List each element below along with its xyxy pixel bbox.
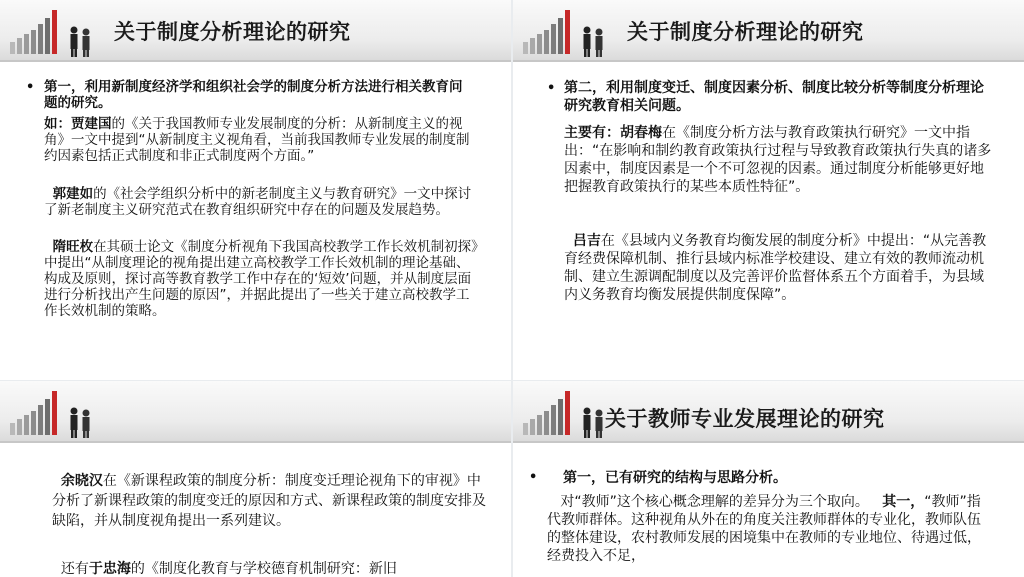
slide-header: [0, 381, 511, 443]
bullet-icon: •: [26, 80, 35, 95]
paragraph-2: [52, 559, 488, 577]
author-name: 郭建如: [52, 186, 94, 202]
bar-chart-businessmen-logo: [4, 4, 104, 60]
slide-title: 关于制度分析理论的研究: [627, 20, 864, 44]
slide-header: [513, 0, 1024, 62]
bullet-text: 第二，利用制度变迁、制度因素分析、制度比较分析等制度分析理论研究教育相关问题。: [564, 80, 984, 114]
bar-chart-businessmen-logo: [4, 385, 104, 441]
paragraph-text: 在其硕士论文《制度分析视角下我国高校教学工作长效机制初探》中提出“从制度理论的视角提出建立高校教学工作长效机制的理论基础、构成及原则，探讨高等教育教学工作中存在的‘短效’问题，并从制度层面进行分析找出产生问题的原因”，并据此提出了一些关于建立高校教学工作长效机制的策略。: [44, 239, 478, 319]
paragraph-text: “教师”指代教师群体。这种视角从外在的角度关注教师群体的专业化，教师队伍的整体建设，农村教师发展的困境集中在教师的专业地位、待遇过低，经费投入不足，: [547, 494, 981, 564]
paragraph-1: [44, 116, 474, 164]
lead-text: 主要有：: [564, 125, 620, 141]
paragraph-text: 的《社会学组织分析中的新老制度主义与教育研究》一文中探讨了新老制度主义研究范式在教育组织研究中存在的问题及发展趋势。: [44, 186, 472, 218]
author-name: 贾建国: [71, 116, 112, 132]
paragraph-3: [44, 239, 480, 319]
paragraph-2: [44, 186, 480, 218]
paragraph-text: 在《新课程政策的制度分析：制度变迁理论视角下的审视》中分析了新课程政策的制度变迁的原因和方式、新课程政策的制度安排及缺陷，并从制度视角提出一系列建议。: [52, 473, 486, 529]
paragraph-1: [564, 124, 996, 196]
paragraph-text: 的《关于我国教师专业发展制度的分析：从新制度主义的视角》一文中提到“从新制度主义视角看，当前我国教师专业发展的制度制约因素包括正式制度和非正式制度两个方面。”: [44, 116, 470, 164]
slide-header: [513, 381, 1024, 443]
paragraph-1: [547, 493, 993, 565]
paragraph-1: [52, 471, 488, 531]
slide-title: 关于教师专业发展理论的研究: [605, 407, 885, 431]
lead-text: 还有: [60, 561, 89, 577]
paragraph-text: 在《县域内义务教育均衡发展的制度分析》中提出：“从完善教育经费保障机制、推行县域内标准学校建设、建立有效的教师流动机制、建立生源调配制度以及完善评价监督体系五个方面着手，为县域内义务教育均衡发展提供制度保障”。: [564, 233, 987, 303]
author-name: 胡春梅: [620, 125, 662, 141]
lead-text: 如：: [44, 116, 71, 132]
author-name: 余晓汉: [60, 473, 103, 489]
lead-text: 其一，: [882, 494, 925, 510]
bullet-icon: •: [529, 470, 538, 485]
slide-4: [513, 381, 1024, 577]
author-name: 吕吉: [572, 233, 601, 249]
author-name: 隋旺枚: [52, 239, 94, 255]
bar-chart-businessmen-logo: [517, 385, 617, 441]
paragraph-text: 在《制度分析方法与教育政策执行研究》一文中指出：“在影响和制约教育政策执行过程与导致教育政策执行失真的诸多因素中，制度因素是一个不可忽视的因素。通过制度分析能够更好地把握教育政策执行的某些本质性特征”。: [564, 125, 992, 195]
bar-chart-businessmen-logo: [517, 4, 617, 60]
bullet-icon: •: [547, 81, 556, 96]
slide-3: [0, 381, 511, 577]
slide-title: 关于制度分析理论的研究: [114, 20, 351, 44]
paragraph-text: 的《制度化教育与学校德育机制研究：新旧: [130, 561, 397, 577]
slide-header: [0, 0, 511, 62]
bullet-text: 第一，已有研究的结构与思路分析。: [563, 470, 787, 486]
paragraph-text: 对“教师”这个核心概念理解的差异分为三个取向。: [560, 494, 869, 510]
paragraph-2: [564, 232, 996, 304]
author-name: 于忠海: [88, 561, 131, 577]
bullet-text: 第一，利用新制度经济学和组织社会学的制度分析方法进行相关教育问题的研究。: [44, 79, 463, 111]
slide-2: [513, 0, 1024, 380]
slide-1: [0, 0, 511, 380]
